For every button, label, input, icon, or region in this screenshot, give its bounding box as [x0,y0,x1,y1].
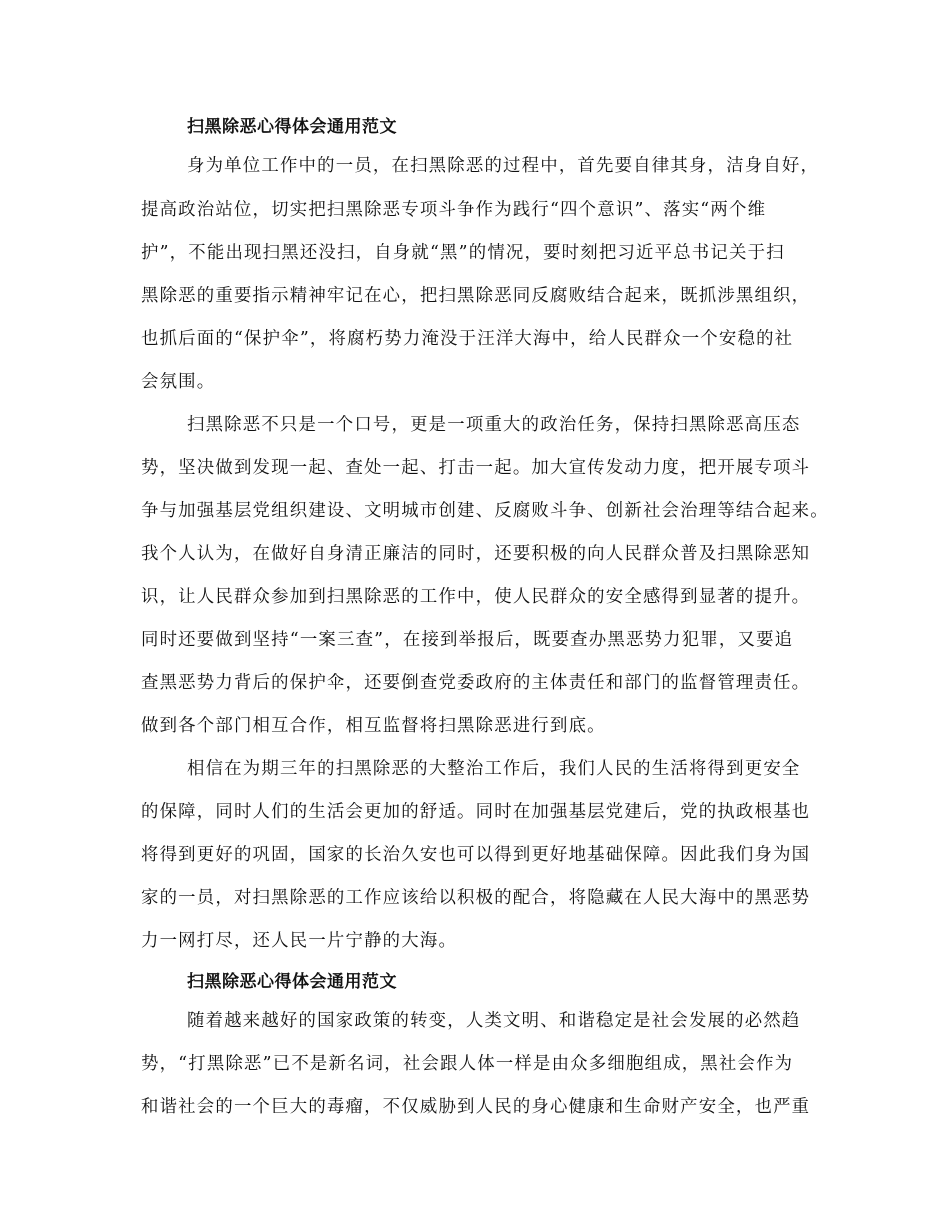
text-line: 识，让人民群众参加到扫黑除恶的工作中，使人民群众的安全感得到显著的提升。 [141,587,811,607]
text-line: 势，“打黑除恶”已不是新名词，社会跟人体一样是由众多细胞组成，黑社会作为 [141,1054,794,1074]
text-line: 同时还要做到坚持“一案三查”，在接到举报后，既要查办黑恶势力犯罪，又要追 [141,630,794,650]
text-line: 和谐社会的一个巨大的毒瘤，不仅威胁到人民的身心健康和生命财产安全，也严重 [141,1097,811,1117]
text-line: 力一网打尽，还人民一片宁静的大海。 [141,931,458,951]
text-line: 争与加强基层党组织建设、文明城市创建、反腐败斗争、创新社会治理等结合起来。 [141,501,829,521]
text-line: 将得到更好的巩固，国家的长治久安也可以得到更好地基础保障。因此我们身为国 [141,845,811,865]
text-line: 家的一员，对扫黑除恶的工作应该给以积极的配合，将隐藏在人民大海中的黑恶势 [141,888,811,908]
text-line: 护”，不能出现扫黑还没扫，自身就“黑”的情况，要时刻把习近平总书记关于扫 [141,243,785,263]
text-line: 势，坚决做到发现一起、查处一起、打击一起。加大宣传发动力度，把开展专项斗 [141,458,811,478]
text-line: 相信在为期三年的扫黑除恶的大整治工作后，我们人民的生活将得到更安全 [187,759,801,779]
section-title: 扫黑除恶心得体会通用范文 [187,972,397,992]
text-line: 会氛围。 [141,372,216,392]
text-line: 提高政治站位，切实把扫黑除恶专项斗争作为践行“四个意识”、落实“两个维 [141,200,767,220]
text-line: 做到各个部门相互合作，相互监督将扫黑除恶进行到底。 [141,716,606,736]
text-line: 查黑恶势力背后的保护伞，还要倒查党委政府的主体责任和部门的监督管理责任。 [141,673,811,693]
section-title: 扫黑除恶心得体会通用范文 [187,117,397,137]
text-line: 身为单位工作中的一员，在扫黑除恶的过程中，首先要自律其身，洁身自好， [187,156,820,176]
text-line: 随着越来越好的国家政策的转变，人类文明、和谐稳定是社会发展的必然趋 [187,1011,801,1031]
text-line: 的保障，同时人们的生活会更加的舒适。同时在加强基层党建后，党的执政根基也 [141,802,811,822]
text-line: 扫黑除恶不只是一个口号，更是一项重大的政治任务，保持扫黑除恶高压态 [187,415,801,435]
text-line: 也抓后面的“保护伞”，将腐朽势力淹没于汪洋大海中，给人民群众一个安稳的社 [141,329,794,349]
text-line: 我个人认为，在做好自身清正廉洁的同时，还要积极的向人民群众普及扫黑除恶知 [141,544,811,564]
text-line: 黑除恶的重要指示精神牢记在心，把扫黑除恶同反腐败结合起来，既抓涉黑组织， [141,286,811,306]
